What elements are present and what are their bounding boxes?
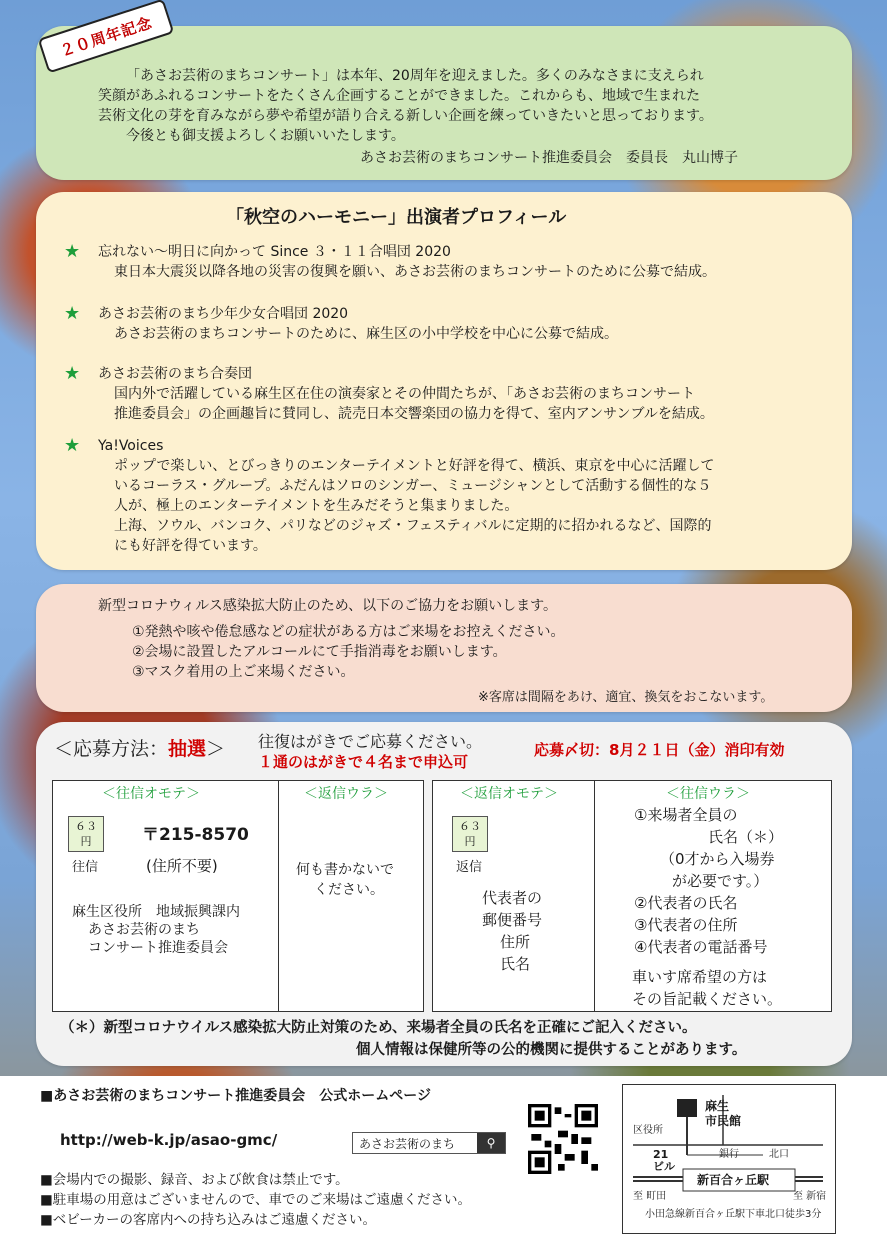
- wheelchair-note: その旨記載ください。: [632, 990, 783, 1008]
- col-header: ＜返信オモテ＞: [460, 786, 558, 802]
- map-to-shinjuku: 至 新宿: [793, 1191, 827, 1202]
- map-north-exit: 北口: [769, 1149, 789, 1160]
- covid-item: ③マスク着用の上ご来場ください。: [132, 664, 355, 680]
- map-hall: 麻生: [705, 1099, 730, 1113]
- star-icon: ★: [64, 363, 81, 384]
- footer-note: ■会場内での撮影、録音、および飲食は禁止です。: [40, 1172, 349, 1188]
- performer-desc: 上海、ソウル、バンコク、パリなどのジャズ・フェスティバルに定期的に招かれるなど、国際的: [114, 518, 712, 534]
- star-icon: ★: [64, 435, 81, 456]
- profile-title: 「秋空のハーモニー」出演者プロフィール: [226, 207, 567, 228]
- reply-front-text: 郵便番号: [482, 911, 543, 929]
- card-divider: [278, 780, 279, 1012]
- access-map: [622, 1084, 836, 1234]
- outgoing-back-item: ②代表者の氏名: [634, 894, 738, 912]
- footnote: 個人情報は保健所等の公的機関に提供することがあります。: [356, 1042, 747, 1058]
- map-to-machida: 至 町田: [633, 1191, 667, 1202]
- covid-intro: 新型コロナウィルス感染拡大防止のため、以下のご協力をお願いします。: [98, 598, 558, 614]
- performer-desc: 推進委員会」の企画趣旨に賛同し、読売日本交響楽団の協力を得て、室内アンサンブルを結成。: [114, 406, 714, 422]
- recipient-address: あさお芸術のまち: [88, 922, 200, 938]
- stamp-label: 往信: [72, 860, 99, 875]
- col-header: ＜往信ウラ＞: [666, 786, 750, 802]
- star-icon: ★: [64, 303, 81, 324]
- map-caption: 小田急線新百合ヶ丘駅下車北口徒歩3分: [645, 1209, 822, 1220]
- col-header: ＜返信ウラ＞: [304, 786, 388, 802]
- performer-name: あさお芸術のまち合奏団: [98, 366, 252, 382]
- card-divider: [594, 780, 595, 1012]
- outgoing-back-item: が必要です。）: [672, 872, 769, 890]
- map-hall: 市民館: [705, 1114, 742, 1128]
- performer-desc: いるコーラス・グループ。ふだんはソロのシンガー、ミュージシャンとして活動する個性的な５: [114, 478, 712, 494]
- map-station: 新百合ヶ丘駅: [697, 1173, 770, 1187]
- map-ward-office: 区役所: [633, 1125, 663, 1136]
- postal-code: 〒215-8570: [142, 825, 249, 845]
- stamp-label: 返信: [456, 860, 483, 875]
- footer-note: ■駐車場の用意はございませんので、車でのご来場はご遠慮ください。: [40, 1192, 471, 1208]
- search-box[interactable]: [352, 1132, 506, 1154]
- performer-desc: 人が、極上のエンターテイメントを生みだそうと集まりました。: [114, 498, 519, 514]
- covid-item: ②会場に設置したアルコールにて手指消毒をお願いします。: [132, 644, 507, 660]
- performer-desc: 国内外で活躍している麻生区在住の演奏家とその仲間たちが、「あさお芸術のまちコンサート: [114, 386, 695, 402]
- performer-name: あさお芸術のまち少年少女合唱団 2020: [98, 306, 349, 322]
- search-text: あさお芸術のまち: [359, 1137, 456, 1151]
- map-bank: 銀行: [719, 1149, 739, 1160]
- performer-desc: ポップで楽しい、とびっきりのエンターテイメントと好評を得て、横浜、東京を中心に活躍して: [114, 458, 715, 474]
- footer-note: ■ベビーカーの客席内への持ち込みはご遠慮ください。: [40, 1212, 376, 1228]
- greeting-line: 「あさお芸術のまちコンサート」は本年、20周年を迎えました。多くのみなさまに支えられ: [126, 68, 704, 84]
- qr-code: [528, 1104, 598, 1174]
- greeting-line: 今後とも御支援よろしくお願いいたします。: [126, 128, 405, 144]
- col-header: ＜往信オモテ＞: [102, 786, 200, 802]
- apply-deadline: 応募〆切：8月２１日（金）消印有効: [534, 741, 785, 759]
- wheelchair-note: 車いす席希望の方は: [632, 968, 768, 986]
- anniversary-badge: ２０周年記念: [38, 0, 175, 74]
- hp-label: ■あさお芸術のまちコンサート推進委員会 公式ホームページ: [40, 1088, 431, 1104]
- map-building: ビル: [653, 1160, 675, 1173]
- apply-method: 往復はがきでご応募ください。: [258, 732, 483, 751]
- outgoing-back-item: 氏名（＊）: [708, 828, 784, 846]
- covid-item: ①発熱や咳や倦怠感などの症状がある方はご来場をお控えください。: [132, 624, 565, 640]
- apply-limit: １通のはがきで４名まで申込可: [258, 753, 469, 771]
- stamp-box: ６３ 円: [68, 816, 104, 852]
- apply-heading: ＜応募方法：抽選＞: [54, 738, 226, 760]
- performer-name: Ya!Voices: [98, 438, 164, 454]
- performer-name: 忘れない～明日に向かって Since ３・１１合唱団 2020: [98, 244, 451, 260]
- footnote: （＊）新型コロナウイルス感染拡大防止対策のため、来場者全員の氏名を正確にご記入ください。: [60, 1020, 697, 1036]
- reply-back-text: 何も書かないで: [296, 862, 394, 878]
- recipient-address: 麻生区役所 地域振興課内: [72, 904, 240, 920]
- homepage-url[interactable]: http://web-k.jp/asao-gmc/: [60, 1131, 278, 1149]
- stamp-box: ６３ 円: [452, 816, 488, 852]
- outgoing-back-item: ④代表者の電話番号: [634, 938, 768, 956]
- reply-front-text: 代表者の: [482, 889, 543, 907]
- recipient-address: コンサート推進委員会: [88, 940, 228, 956]
- search-icon[interactable]: ⚲: [477, 1133, 505, 1153]
- star-icon: ★: [64, 241, 81, 262]
- greeting-signature: あさお芸術のまちコンサート推進委員会 委員長 丸山博子: [360, 150, 738, 166]
- reply-front-text: 氏名: [500, 955, 531, 973]
- greeting-line: 芸術文化の芽を育みながら夢や希望が語り合える新しい企画を練っていきたいと思っております。: [98, 108, 713, 124]
- outgoing-back-item: ①来場者全員の: [634, 806, 738, 824]
- reply-front-text: 住所: [500, 933, 531, 951]
- greeting-line: 笑顔があふれるコンサートをたくさん企画することができました。これからも、地域で生まれた: [98, 88, 700, 104]
- no-address: (住所不要): [146, 857, 218, 875]
- reply-back-text: ください。: [314, 882, 384, 898]
- covid-note: ※客席は間隔をあけ、適宜、換気をおこないます。: [478, 690, 774, 705]
- performer-desc: 東日本大震災以降各地の災害の復興を願い、あさお芸術のまちコンサートのために公募で結成。: [114, 264, 716, 280]
- outgoing-back-item: ③代表者の住所: [634, 916, 738, 934]
- performer-desc: にも好評を得ています。: [114, 538, 267, 554]
- outgoing-back-item: （0才から入場券: [660, 850, 775, 868]
- performer-desc: あさお芸術のまちコンサートのために、麻生区の小中学校を中心に公募で結成。: [114, 326, 618, 342]
- map-building: 21: [653, 1148, 669, 1161]
